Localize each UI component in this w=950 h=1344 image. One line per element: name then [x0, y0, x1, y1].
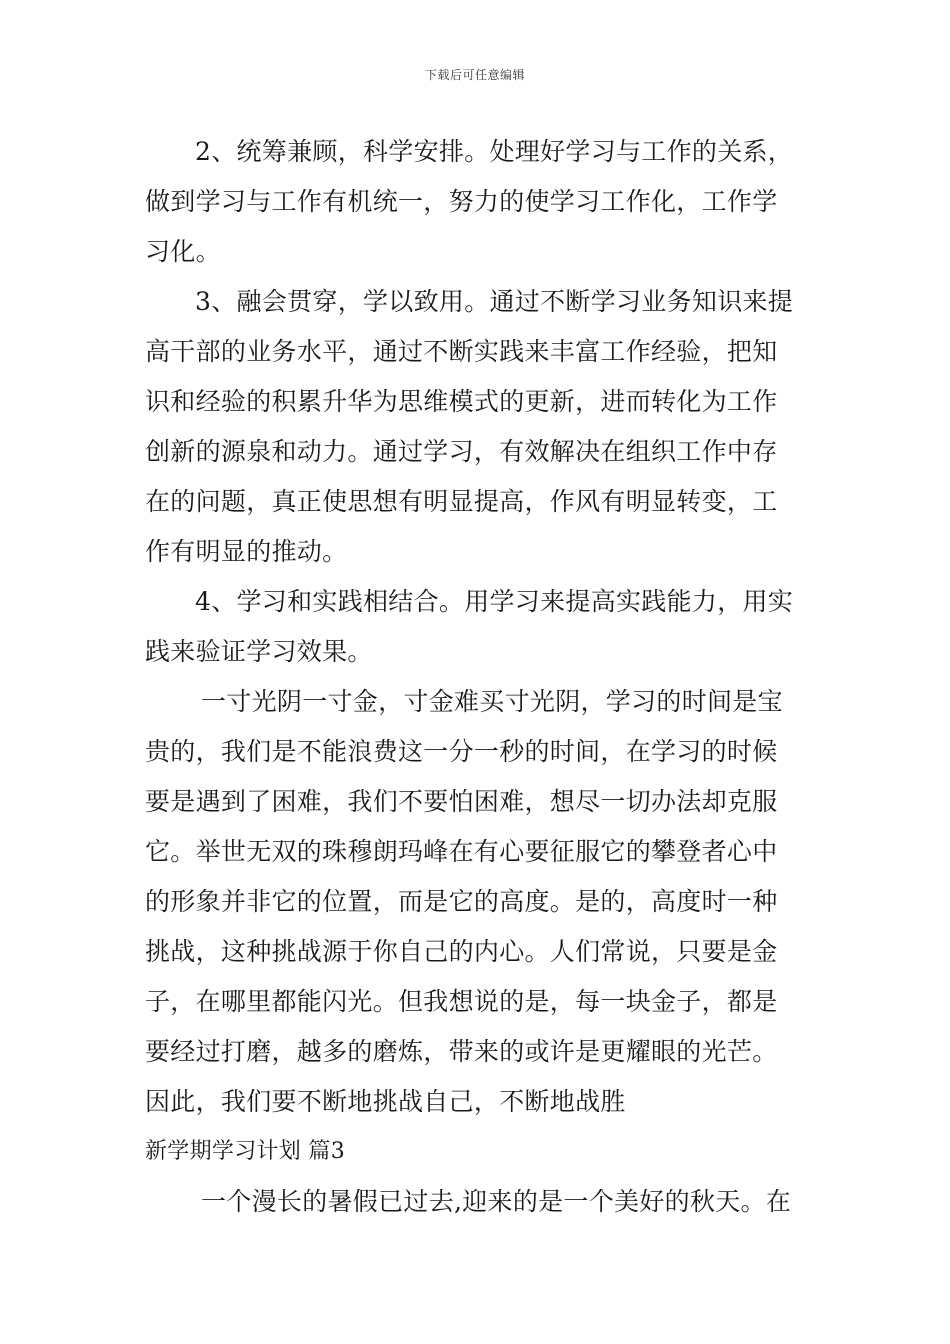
text-line: 要经过打磨，越多的磨炼，带来的或许是更耀眼的光芒。 [145, 1037, 778, 1066]
text-line: 在的问题，真正使思想有明显提高，作风有明显转变，工 [145, 487, 778, 516]
page-header: 下载后可任意编辑 [424, 68, 525, 82]
section-heading: 新学期学习计划 篇3 [145, 1139, 345, 1164]
text-line: 作有明显的推动。 [145, 537, 348, 566]
text-line: 识和经验的积累升华为思维模式的更新，进而转化为工作 [145, 387, 778, 416]
text-line: 创新的源泉和动力。通过学习，有效解决在组织工作中存 [145, 437, 778, 466]
text-line: 3、融会贯穿，学以致用。通过不断学习业务知识来提 [195, 287, 794, 316]
text-line: 挑战，这种挑战源于你自己的内心。人们常说，只要是金 [145, 937, 778, 966]
text-line: 一寸光阴一寸金，寸金难买寸光阴，学习的时间是宝 [201, 687, 783, 716]
text-line: 践来验证学习效果。 [145, 637, 373, 666]
text-line: 4、学习和实践相结合。用学习来提高实践能力，用实 [195, 587, 794, 616]
text-line: 的形象并非它的位置，而是它的高度。是的，高度时一种 [145, 887, 778, 916]
text-line: 高干部的业务水平，通过不断实践来丰富工作经验，把知 [145, 337, 778, 366]
text-line: 2、统筹兼顾，科学安排。处理好学习与工作的关系， [195, 137, 794, 166]
text-line: 贵的，我们是不能浪费这一分一秒的时间，在学习的时候 [145, 737, 778, 766]
document-body [145, 127, 810, 1227]
text-line: 要是遇到了困难，我们不要怕困难，想尽一切办法却克服 [145, 787, 778, 816]
text-line: 它。举世无双的珠穆朗玛峰在有心要征服它的攀登者心中 [145, 837, 778, 866]
text-line: 子，在哪里都能闪光。但我想说的是，每一块金子，都是 [145, 987, 778, 1016]
text-line: 因此，我们要不断地挑战自己，不断地战胜 [145, 1087, 626, 1116]
text-line: 做到学习与工作有机统一，努力的使学习工作化，工作学 [145, 187, 778, 216]
text-line: 一个漫长的暑假已过去,迎来的是一个美好的秋天。在 [201, 1187, 792, 1216]
text-line: 习化。 [145, 237, 221, 266]
